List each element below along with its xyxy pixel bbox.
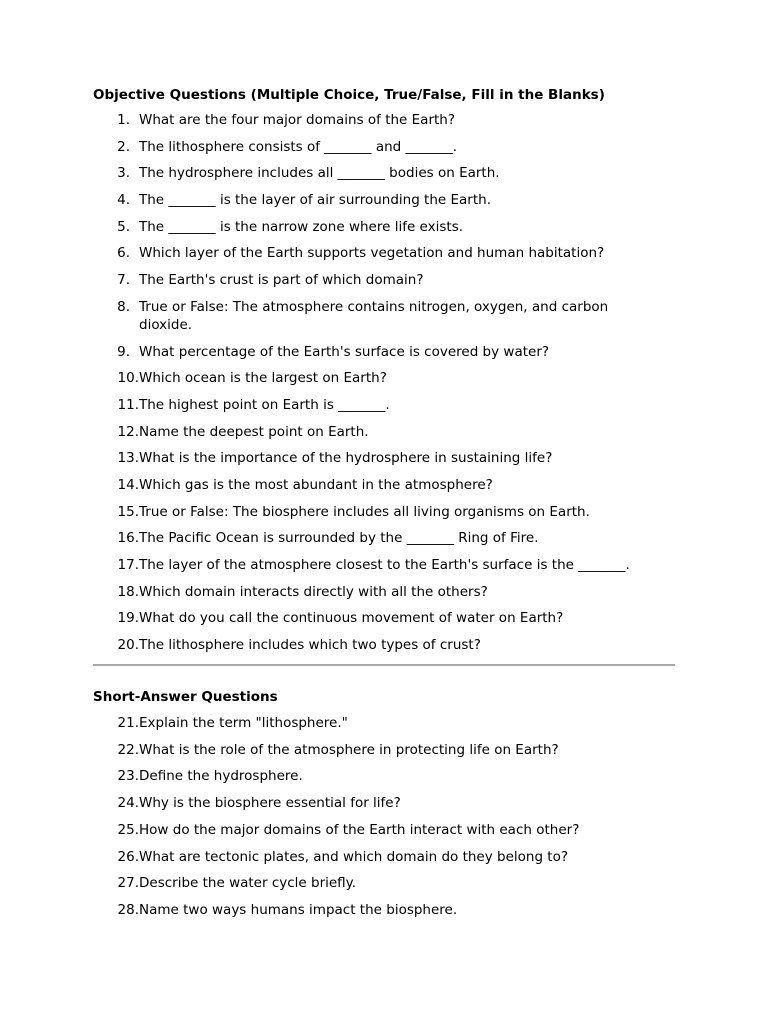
- question-text: True or False: The atmosphere contains nitrogen, oxygen, and carbon dioxide.: [139, 298, 609, 333]
- list-item: [93, 874, 675, 892]
- question-text: Which gas is the most abundant in the atmosphere?: [139, 476, 493, 493]
- list-item: [93, 609, 675, 627]
- objective-questions-heading: Objective Questions (Multiple Choice, True/False, Fill in the Blanks): [93, 87, 605, 103]
- list-item: [93, 449, 675, 467]
- question-text: The _______ is the layer of air surrounding the Earth.: [139, 192, 491, 209]
- question-number: 19.: [117, 610, 139, 627]
- list-item: [93, 583, 675, 601]
- question-number: 17.: [117, 557, 139, 573]
- question-text: What are the four major domains of the Earth?: [139, 112, 456, 128]
- question-text: What is the importance of the hydrosphere in sustaining life?: [139, 450, 553, 467]
- list-item: [93, 556, 675, 574]
- question-number: 13.: [117, 450, 139, 467]
- question-text: The layer of the atmosphere closest to the Earth's surface is the _______.: [139, 557, 630, 573]
- question-number: 24.: [117, 795, 139, 812]
- question-number: 15.: [117, 503, 139, 520]
- list-item: [93, 848, 675, 866]
- question-number: 1.: [117, 112, 130, 128]
- question-number: 9.: [117, 343, 130, 360]
- question-text: What are tectonic plates, and which domain do they belong to?: [139, 848, 569, 865]
- objective-questions-list: [93, 111, 675, 654]
- question-number: 22.: [117, 741, 139, 758]
- list-item: [93, 423, 675, 441]
- question-text: Which layer of the Earth supports vegetation and human habitation?: [139, 245, 605, 262]
- list-item: [93, 191, 675, 209]
- list-item: [93, 271, 675, 289]
- short-answer-questions-list: [93, 714, 675, 919]
- question-text: What do you call the continuous movement of water on Earth?: [139, 610, 564, 627]
- list-item: [93, 138, 675, 156]
- list-item: [93, 396, 675, 414]
- question-number: 11.: [117, 396, 139, 413]
- list-item: [93, 529, 675, 547]
- list-item: [93, 636, 675, 654]
- question-text: The hydrosphere includes all _______ bodies on Earth.: [139, 165, 500, 182]
- question-number: 21.: [117, 715, 139, 732]
- question-number: 2.: [117, 138, 130, 155]
- question-number: 10.: [117, 370, 139, 387]
- question-number: 23.: [117, 768, 139, 785]
- document-page: [93, 86, 675, 919]
- list-item: [93, 901, 675, 919]
- list-item: [93, 714, 675, 732]
- list-item: [93, 244, 675, 262]
- question-number: 12.: [117, 423, 139, 440]
- question-number: 28.: [117, 901, 139, 918]
- list-item: [93, 164, 675, 182]
- question-text: The lithosphere consists of _______ and _______.: [139, 138, 458, 155]
- question-number: 8.: [117, 298, 130, 315]
- question-number: 6.: [117, 245, 130, 262]
- question-text: Name two ways humans impact the biosphere.: [139, 901, 458, 918]
- question-text: Why is the biosphere essential for life?: [139, 795, 401, 812]
- list-item: [93, 343, 675, 361]
- question-text: The highest point on Earth is _______.: [139, 396, 390, 413]
- question-text: Explain the term "lithosphere.": [139, 715, 348, 732]
- question-number: 7.: [117, 272, 130, 289]
- question-number: 18.: [117, 583, 139, 600]
- list-item: [93, 741, 675, 759]
- question-text: The Earth's crust is part of which domain?: [139, 272, 424, 289]
- question-text: Describe the water cycle briefly.: [139, 875, 357, 892]
- question-number: 16.: [117, 530, 139, 547]
- question-number: 5.: [117, 218, 130, 235]
- list-item: [93, 476, 675, 494]
- list-item: [93, 794, 675, 812]
- list-item: [93, 369, 675, 387]
- question-text: Which ocean is the largest on Earth?: [139, 370, 387, 387]
- list-item: [93, 218, 675, 236]
- question-text: Which domain interacts directly with all the others?: [139, 583, 488, 600]
- question-text: The _______ is the narrow zone where life exists.: [139, 218, 464, 235]
- question-text: What is the role of the atmosphere in protecting life on Earth?: [139, 741, 559, 758]
- list-item: [93, 503, 675, 521]
- question-text: How do the major domains of the Earth interact with each other?: [139, 821, 580, 838]
- question-text: What percentage of the Earth's surface is covered by water?: [139, 343, 550, 360]
- question-number: 14.: [117, 476, 139, 493]
- list-item: [93, 821, 675, 839]
- section-divider: [93, 664, 675, 666]
- question-number: 26.: [117, 848, 139, 865]
- question-number: 3.: [117, 165, 130, 182]
- list-item: [93, 298, 675, 334]
- question-text: Name the deepest point on Earth.: [139, 423, 369, 440]
- list-item: [93, 767, 675, 785]
- question-text: True or False: The biosphere includes all living organisms on Earth.: [139, 503, 590, 520]
- question-text: The Pacific Ocean is surrounded by the _______ Ring of Fire.: [139, 530, 539, 547]
- list-item: [93, 111, 675, 129]
- question-number: 25.: [117, 821, 139, 838]
- question-number: 20.: [117, 637, 139, 654]
- question-number: 4.: [117, 192, 130, 209]
- question-text: Define the hydrosphere.: [139, 768, 303, 785]
- question-number: 27.: [117, 875, 139, 892]
- question-text: The lithosphere includes which two types of crust?: [139, 637, 481, 654]
- short-answer-heading: Short-Answer Questions: [93, 689, 278, 706]
